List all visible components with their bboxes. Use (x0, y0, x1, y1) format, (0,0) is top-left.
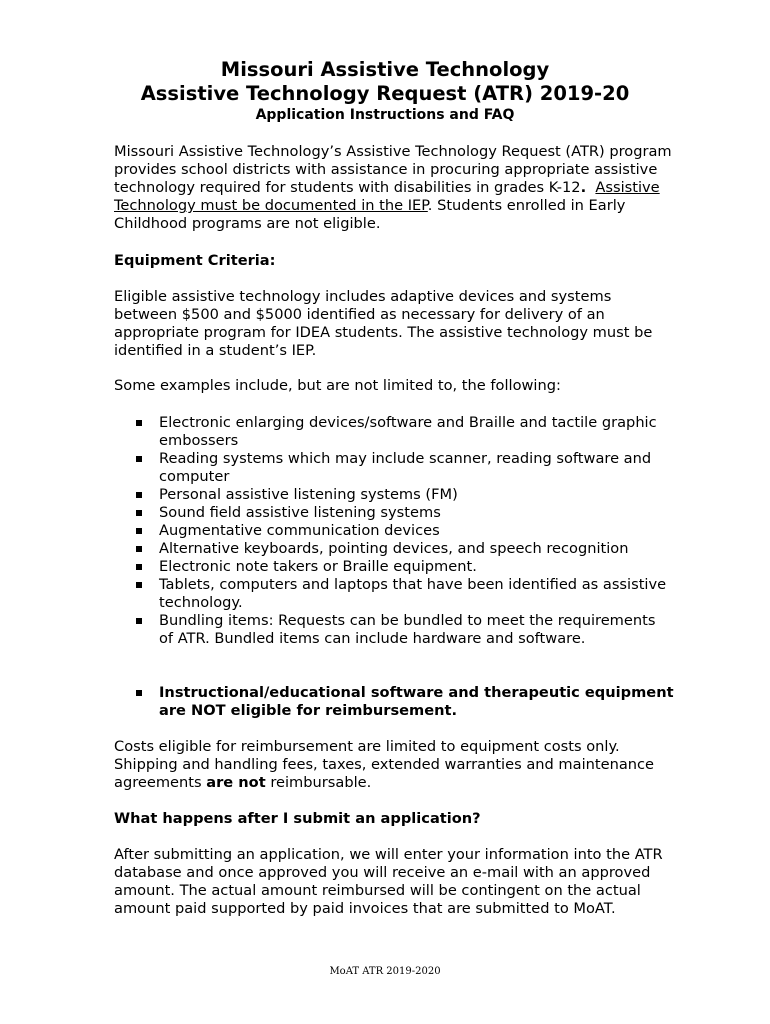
examples-intro: Some examples include, but are not limited to, the following: (114, 377, 561, 394)
list-item-text: Electronic enlarging devices/software and Braille and tactile graphic embossers (159, 414, 657, 449)
list-item (114, 414, 674, 450)
list-item (114, 522, 674, 540)
bullet-icon (136, 564, 142, 570)
list-item (114, 450, 674, 486)
list-item (114, 576, 674, 612)
intro-text: Missouri Assistive Technology’s Assistive Technology Request (ATR) program provides school districts with assistance in procuring appropriate assistive technology required for students with disabilities in grades K-12 (114, 143, 672, 196)
bullet-icon (136, 420, 142, 426)
list-item-text: Sound field assistive listening systems (159, 504, 441, 521)
document-title-line2: Assistive Technology Request (ATR) 2019-20 (140, 82, 630, 105)
list-item-text: Electronic note takers or Braille equipment. (159, 558, 477, 575)
examples-list (114, 414, 674, 648)
costs-text: Costs eligible for reimbursement are limited to equipment costs only. Shipping and handling fees, taxes, extended warranties and maintenance agreements (114, 738, 655, 791)
after-submit-paragraph: After submitting an application, we will enter your information into the ATR database and once approved you will receive an e-mail with an approved amount. The actual amount reimbursed will be contingent on the actual amount paid supported by paid invoices that are submitted to MoAT. (114, 846, 663, 917)
costs-after: reimbursable. (265, 774, 372, 791)
page-footer: MoAT ATR 2019-2020 (329, 966, 441, 977)
not-eligible-list (114, 684, 674, 720)
list-item-text: Bundling items: Requests can be bundled to meet the requirements of ATR. Bundled items can include hardware and software. (159, 612, 656, 647)
bullet-icon (136, 618, 142, 624)
bullet-icon (136, 546, 142, 552)
list-item (114, 558, 674, 576)
bullet-icon (136, 528, 142, 534)
title-block (0, 58, 770, 124)
list-item-text: Tablets, computers and laptops that have been identified as assistive technology. (159, 576, 667, 611)
bullet-icon (136, 690, 142, 696)
list-item-text: Reading systems which may include scanner, reading software and computer (159, 450, 652, 485)
equipment-criteria-paragraph: Eligible assistive technology includes adaptive devices and systems between $500 and $5000 identified as necessary for delivery of an appropriate program for IDEA students. The assistive technology must be identified in a student’s IEP. (114, 288, 653, 359)
intro-iep-requirement: Assistive Technology must be documented in the IEP (114, 179, 660, 214)
after-submit-heading: What happens after I submit an application? (114, 810, 481, 827)
bullet-icon (136, 492, 142, 498)
intro-period: . (580, 179, 587, 196)
list-item-text: Instructional/educational software and therapeutic equipment are NOT eligible for reimbursement. (159, 684, 674, 719)
list-item-text: Alternative keyboards, pointing devices, and speech recognition (159, 540, 629, 557)
equipment-criteria-heading: Equipment Criteria: (114, 252, 276, 269)
intro-paragraph (114, 143, 674, 233)
bullet-icon (136, 510, 142, 516)
list-item (114, 684, 674, 720)
costs-emphasis: are not (206, 774, 266, 791)
list-item (114, 504, 674, 522)
document-title-line1: Missouri Assistive Technology (220, 58, 550, 81)
bullet-icon (136, 582, 142, 588)
list-item-text: Augmentative communication devices (159, 522, 440, 539)
intro-after: . Students enrolled in Early Childhood programs are not eligible. (114, 197, 626, 232)
list-item (114, 612, 674, 648)
list-item-text: Personal assistive listening systems (FM) (159, 486, 458, 503)
bullet-icon (136, 456, 142, 462)
costs-paragraph (114, 738, 674, 792)
document-subtitle: Application Instructions and FAQ (255, 107, 515, 123)
list-item (114, 486, 674, 504)
list-item (114, 540, 674, 558)
